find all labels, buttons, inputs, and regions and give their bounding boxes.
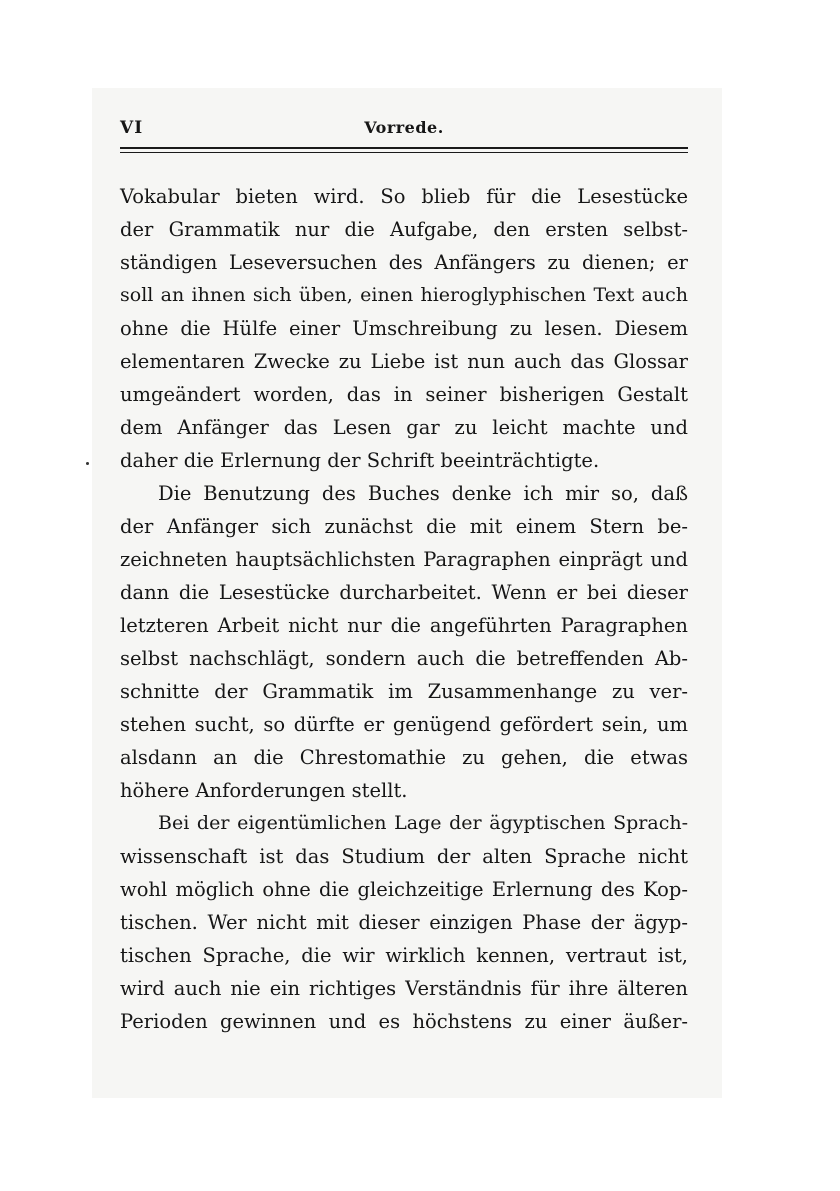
header-rule-thin: [120, 152, 688, 153]
text-line: wohl möglich ohne die gleichzeitige Erlernung des Kop-: [120, 878, 688, 901]
text-line: umgeändert worden, das in seiner bisherigen Gestalt: [120, 383, 688, 406]
text-line: tischen Sprache, die wir wirklich kennen, vertraut ist,: [120, 944, 688, 967]
header-rule-thick: [120, 147, 688, 149]
text-line: selbst nachschlägt, sondern auch die betreffenden Ab-: [120, 647, 688, 670]
text-line: der Anfänger sich zunächst die mit einem Stern be-: [120, 515, 688, 538]
page-number: VI: [120, 118, 144, 138]
text-line: alsdann an die Chrestomathie zu gehen, die etwas: [120, 746, 688, 769]
text-line: dann die Lesestücke durcharbeitet. Wenn er bei dieser: [120, 581, 688, 604]
text-line: der Grammatik nur die Aufgabe, den ersten selbst-: [120, 218, 688, 241]
text-line: zeichneten hauptsächlichsten Paragraphen einprägt und: [120, 548, 688, 571]
text-line: Perioden gewinnen und es höchstens zu einer äußer-: [120, 1010, 688, 1033]
text-line: wird auch nie ein richtiges Verständnis für ihre älteren: [120, 977, 688, 1000]
text-line: schnitte der Grammatik im Zusammenhange zu ver-: [120, 680, 688, 703]
text-line: Bei der eigentümlichen Lage der ägyptischen Sprach-: [158, 812, 688, 834]
text-line: daher die Erlernung der Schrift beeinträchtigte.: [120, 449, 600, 472]
page-header: [120, 118, 688, 140]
running-title: Vorrede.: [364, 118, 444, 137]
text-line: Die Benutzung des Buches denke ich mir so, daß: [158, 482, 688, 505]
text-line: wissenschaft ist das Studium der alten Sprache nicht: [120, 845, 688, 868]
text-line: elementaren Zwecke zu Liebe ist nun auch das Glossar: [120, 350, 688, 373]
body-text: [120, 180, 688, 1038]
text-line: höhere Anforderungen stellt.: [120, 779, 408, 802]
text-line: ständigen Leseversuchen des Anfängers zu dienen; er: [120, 251, 688, 274]
margin-mark: [86, 462, 89, 465]
text-line: letzteren Arbeit nicht nur die angeführten Paragraphen: [120, 614, 688, 637]
text-line: stehen sucht, so dürfte er genügend gefördert sein, um: [120, 713, 688, 736]
text-line: ohne die Hülfe einer Umschreibung zu lesen. Diesem: [120, 317, 688, 340]
text-line: soll an ihnen sich üben, einen hieroglyphischen Text auch: [120, 284, 688, 306]
text-line: Vokabular bieten wird. So blieb für die Lesestücke: [120, 185, 688, 208]
text-line: dem Anfänger das Lesen gar zu leicht machte und: [120, 416, 688, 439]
text-line: tischen. Wer nicht mit dieser einzigen Phase der ägyp-: [120, 911, 688, 934]
